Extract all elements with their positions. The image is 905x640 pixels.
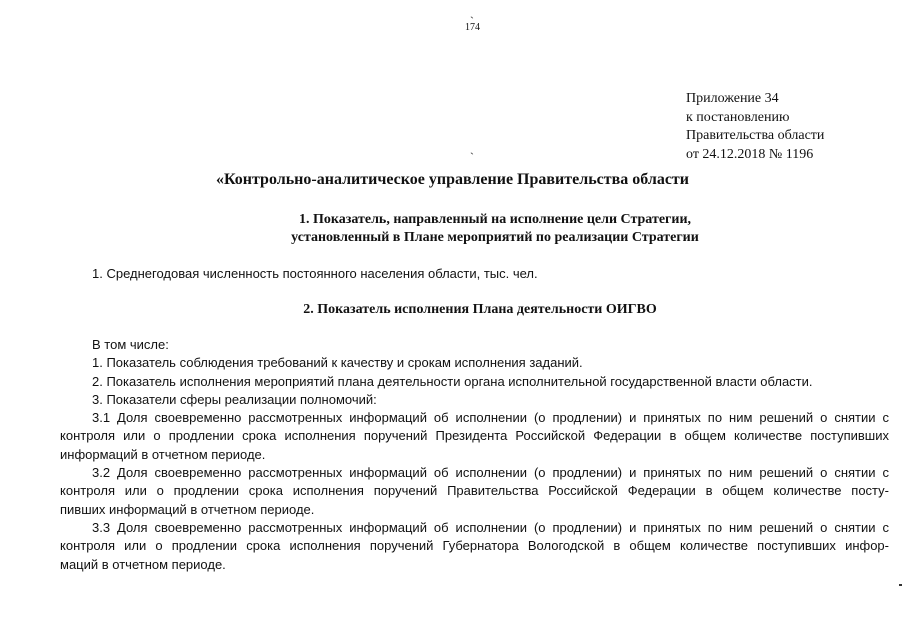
scan-mark-middle: ˎ bbox=[470, 141, 474, 155]
paragraph-3-3 bbox=[60, 519, 889, 574]
section-2-intro: В том числе: bbox=[92, 337, 169, 352]
section-1-heading-line-2: установленный в Плане мероприятий по реализации Стратегии bbox=[291, 230, 699, 245]
annex-line-2: к постановлению bbox=[686, 109, 790, 125]
section-2-item-1: 1. Показатель соблюдения требований к качеству и срокам исполнения заданий. bbox=[92, 355, 583, 371]
scan-speck bbox=[899, 584, 902, 586]
paragraph-3-2-line-2: контроля или о продлении срока исполнения поручений Правительства Российской Федерации в общем количестве посту- bbox=[60, 483, 889, 499]
scan-mark-top: ˎ bbox=[470, 5, 474, 19]
paragraph-3-1-line-1: 3.1 Доля своевременно рассмотренных информаций об исполнении (о продлении) и принятых по ним решений о снятии с bbox=[92, 410, 889, 425]
section-2-heading: 2. Показатель исполнения Плана деятельности ОИГВО bbox=[303, 302, 657, 317]
section-2-item-2: 2. Показатель исполнения мероприятий плана деятельности органа исполнительной государственной власти области. bbox=[92, 373, 813, 389]
paragraph-3-2-line-1: 3.2 Доля своевременно рассмотренных информаций об исполнении (о продлении) и принятых по ним решений о снятии с bbox=[92, 465, 889, 480]
section-1-heading-line-1: 1. Показатель, направленный на исполнение цели Стратегии, bbox=[298, 212, 692, 227]
annex-line-4: от 24.12.2018 № 1196 bbox=[686, 146, 814, 162]
section-1-heading bbox=[0, 211, 905, 247]
paragraph-3-1 bbox=[60, 409, 889, 464]
paragraph-3-3-line-1: 3.3 Доля своевременно рассмотренных информаций об исполнении (о продлении) и принятых по ним решений о снятии с bbox=[92, 520, 889, 535]
annex-reference bbox=[686, 90, 824, 164]
paragraph-3-3-line-3: маций в отчетном периоде. bbox=[60, 556, 226, 572]
annex-line-1: Приложение 34 bbox=[686, 91, 779, 106]
page-number: 174 bbox=[465, 22, 480, 33]
document-title: «Контрольно-аналитическое управление Правительства области bbox=[215, 171, 690, 188]
section-2-list bbox=[92, 336, 813, 409]
paragraph-3-1-line-2: контроля или о продлении срока исполнения поручений Президента Российской Федерации в общем количестве поступивших bbox=[60, 428, 889, 444]
section-1-item-1: 1. Среднегодовая численность постоянного населения области, тыс. чел. bbox=[92, 266, 538, 281]
paragraph-3-2 bbox=[60, 464, 889, 519]
paragraph-3-3-line-2: контроля или о продлении срока исполнения поручений Губернатора Вологодской в общем количестве поступивших инфор- bbox=[60, 538, 889, 554]
paragraph-3-1-line-3: информаций в отчетном периоде. bbox=[60, 446, 266, 462]
paragraph-3-2-line-3: пивших информаций в отчетном периоде. bbox=[60, 501, 315, 517]
annex-line-3: Правительства области bbox=[686, 128, 825, 143]
section-2-item-3: 3. Показатели сферы реализации полномочий: bbox=[92, 391, 377, 407]
